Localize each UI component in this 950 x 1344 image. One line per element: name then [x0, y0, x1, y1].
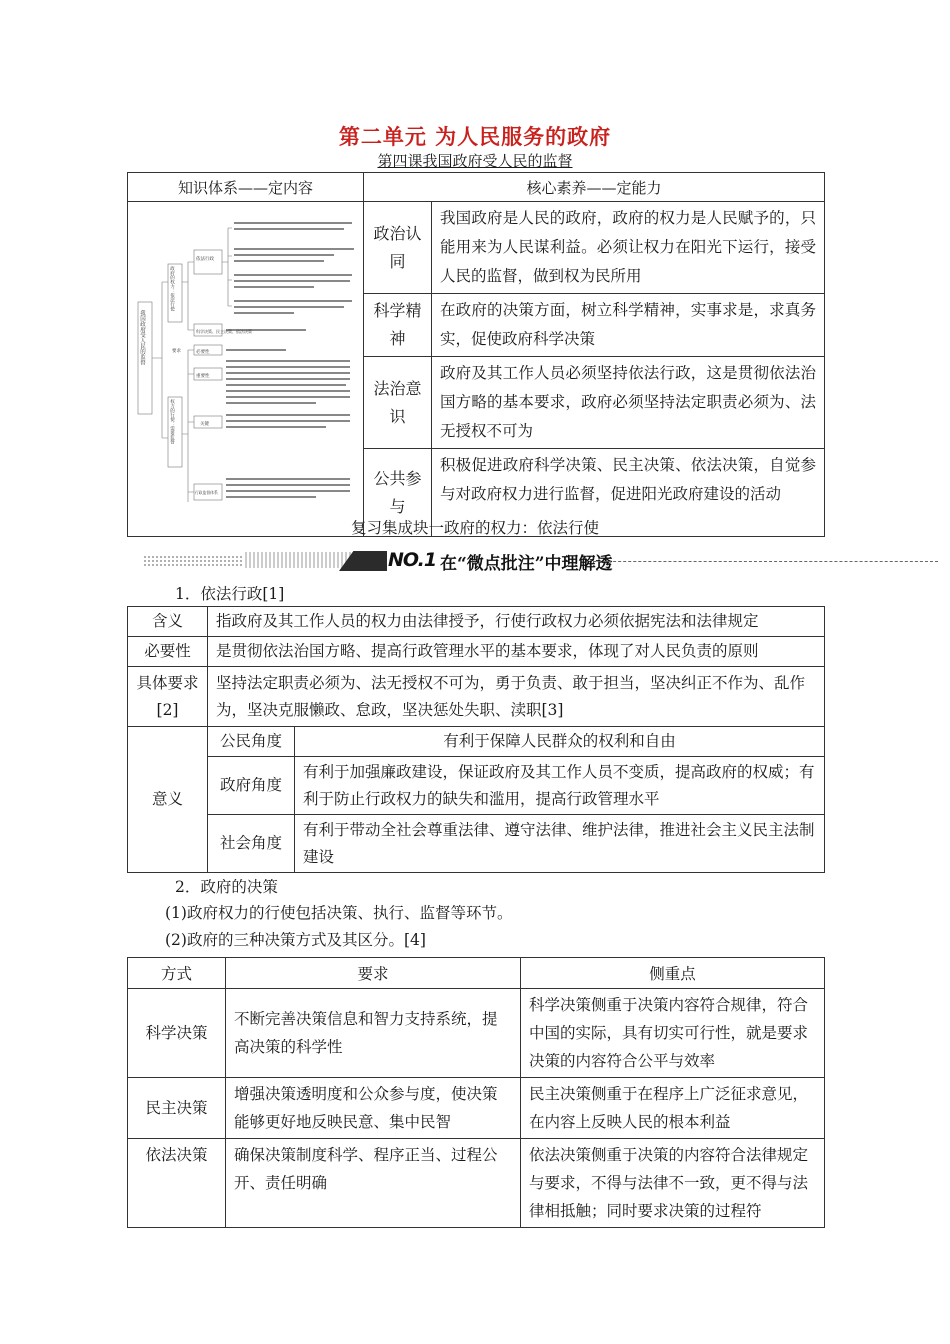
decision-focus: 民主决策侧重于在程序上广泛征求意见，在内容上反映人民的根本利益 [521, 1078, 825, 1139]
competence-text-law: 政府及其工作人员必须坚持依法行政，这是贯彻依法治国方略的基本要求，政府必须坚持法定职责必须为、法无授权不可为 [432, 357, 825, 449]
competence-label-political: 政治认同 [364, 202, 432, 294]
meaning-angle: 政府角度 [208, 757, 295, 815]
competence-label-law: 法治意识 [364, 357, 432, 449]
decision-table [127, 957, 825, 1228]
decision-mode: 科学决策 [128, 989, 226, 1078]
meaning-label: 意义 [128, 727, 208, 873]
law-row-label: 必要性 [128, 637, 208, 667]
decision-mode: 民主决策 [128, 1078, 226, 1139]
section-banner [143, 547, 793, 575]
mindmap-branch-b: 权力的行使：需要监督 [169, 399, 175, 444]
overview-table [127, 172, 825, 537]
mindmap-node-decision: 科学决策、民主决策、依法决策 [196, 329, 252, 334]
competence-label-public: 公共参与 [364, 449, 432, 537]
unit-title: 第二单元 为人民服务的政府 [338, 124, 612, 149]
section1-heading: 1．依法行政[1] [175, 585, 285, 603]
mindmap-branch-a: 政府的权力：依法行使 [169, 266, 175, 311]
law-row-text: 坚持法定职责必须为、法无授权不可为，勇于负责、敢于担当，坚决纠正不作为、乱作为，坚决克服懒政、怠政，坚决惩处失职、渎职[3] [208, 667, 825, 727]
decision-header-focus: 侧重点 [521, 958, 825, 989]
meaning-text: 有利于加强廉政建设，保证政府及其工作人员不变质，提高政府的权威；有利于防止行政权力的缺失和滥用，提高行政管理水平 [295, 757, 825, 815]
mindmap-diagram [128, 202, 364, 514]
competence-text-political: 我国政府是人民的政府，政府的权力是人民赋予的，只能用来为人民谋利益。必须让权力在阳光下运行，接受人民的监督，做到权为民所用 [432, 202, 825, 294]
section2-heading: 2．政府的决策 [175, 878, 278, 896]
law-row-label: 具体要求[2] [128, 667, 208, 727]
section2-paragraph-2: (2)政府的三种决策方式及其区分。[4] [165, 931, 426, 949]
mindmap-node-importance: 重要性 [196, 374, 210, 379]
banner-dashed-line [593, 561, 938, 562]
meaning-text: 有利于带动全社会尊重法律、遵守法律、维护法律，推进社会主义民主法制建设 [295, 815, 825, 873]
decision-header-requirement: 要求 [226, 958, 521, 989]
decision-focus: 依法决策侧重于决策的内容符合法律规定与要求，不得与法律不一致，更不得与法律相抵触；同时要求决策的过程符 [521, 1139, 825, 1228]
law-administration-table [127, 606, 825, 873]
mindmap-node-key: 关键 [200, 422, 209, 427]
mindmap-node-supervision: 行政监督体系 [195, 490, 218, 495]
decision-requirement: 确保决策制度科学、程序正当、过程公开、责任明确 [226, 1139, 521, 1228]
meaning-angle: 社会角度 [208, 815, 295, 873]
competence-label-science: 科学精神 [364, 294, 432, 357]
banner-dots [143, 555, 243, 567]
decision-requirement: 不断完善决策信息和智力支持系统，提高决策的科学性 [226, 989, 521, 1078]
lesson-title-text: 第四课我国政府受人民的监督 [377, 152, 573, 170]
mindmap-cell [128, 202, 364, 537]
decision-requirement: 增强决策透明度和公众参与度，使决策能够更好地反映民意、集中民智 [226, 1078, 521, 1139]
meaning-text: 有利于保障人民群众的权利和自由 [295, 727, 825, 757]
competence-text-science: 在政府的决策方面，树立科学精神，实事求是，求真务实，促使政府科学决策 [432, 294, 825, 357]
mindmap-root-label: 我国政府受人民的监督 [139, 310, 145, 365]
decision-header-mode: 方式 [128, 958, 226, 989]
decision-focus: 科学决策侧重于决策内容符合规律，符合中国的实际，具有切实可行性，就是要求决策的内容符合公平与效率 [521, 989, 825, 1078]
competence-text-public: 积极促进政府科学决策、民主决策、依法决策，自觉参与对政府权力进行监督，促进阳光政府建设的活动 [432, 449, 825, 537]
mindmap-node-law: 依法行政 [196, 257, 214, 262]
section2-paragraph-1: (1)政府权力的行使包括决策、执行、监督等环节。 [165, 904, 513, 922]
knowledge-header: 知识体系——定内容 [128, 173, 364, 202]
banner-text: 在“微点批注”中理解透 [440, 554, 613, 574]
competence-header: 核心素养——定能力 [364, 173, 825, 202]
law-row-label: 含义 [128, 607, 208, 637]
law-row-text: 指政府及其工作人员的权力由法律授予，行使行政权力必须依据宪法和法律规定 [208, 607, 825, 637]
law-row-text: 是贯彻依法治国方略、提高行政管理水平的基本要求，体现了对人民负责的原则 [208, 637, 825, 667]
meaning-angle: 公民角度 [208, 727, 295, 757]
decision-mode: 依法决策 [128, 1139, 226, 1228]
mindmap-node-necessity: 必要性 [196, 350, 210, 355]
mindmap-side-label: 要求 [172, 349, 181, 354]
block-title: 复习集成块一政府的权力：依法行使 [350, 519, 599, 537]
lesson-title [0, 150, 950, 171]
banner-badge: NO.1 [388, 549, 437, 571]
